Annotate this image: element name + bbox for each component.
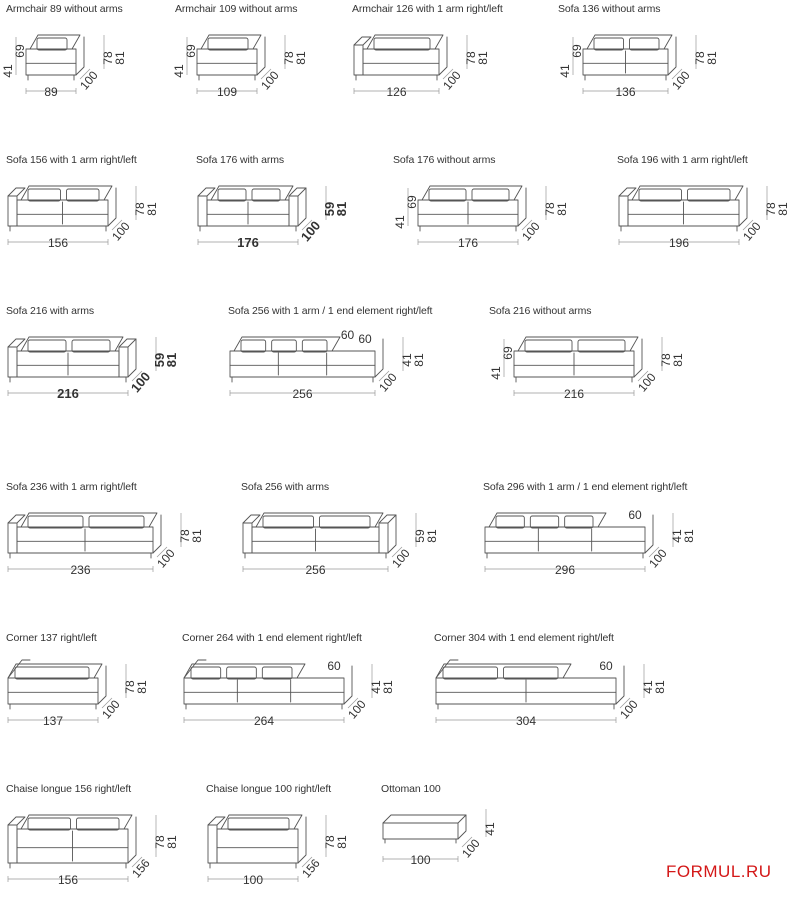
back-cushion (241, 340, 266, 352)
depth-dim-label: 100 (440, 68, 464, 93)
backrest (30, 35, 80, 49)
right-arm (379, 523, 388, 553)
width-dim-label: 256 (305, 563, 326, 577)
left-arm-top (8, 817, 25, 825)
height-dim-label: 81 (294, 51, 308, 65)
back-cushion (429, 189, 466, 201)
side-depth (153, 515, 161, 553)
back-cushion (28, 818, 71, 830)
width-dim-label: 109 (216, 85, 238, 99)
depth-dim-label: 100 (154, 546, 178, 571)
depth-dim-label: 100 (99, 697, 123, 722)
backrest (489, 513, 606, 527)
height-dim-label: 81 (776, 202, 790, 216)
product-title: Sofa 216 with arms (6, 305, 95, 317)
product-title: Sofa 236 with 1 arm right/left (6, 481, 137, 493)
seat (197, 49, 257, 75)
width-dim-label: 304 (515, 714, 537, 728)
product-drawing (483, 487, 723, 617)
side-depth (76, 37, 84, 75)
width-dim-label: 156 (47, 236, 69, 250)
side-depth (375, 339, 383, 377)
height-dim-label: 41 (670, 529, 684, 543)
depth-dim-label: 100 (376, 370, 400, 395)
product-title: Sofa 176 without arms (393, 154, 496, 166)
height-dim-label: 78 (543, 202, 557, 216)
height-dim-label: 78 (693, 51, 707, 65)
back-cushion (530, 516, 558, 528)
left-arm-top (8, 515, 25, 523)
seat (184, 678, 344, 704)
product-drawing (6, 487, 231, 617)
height-dim-label: 78 (282, 51, 296, 65)
back-cushion (28, 189, 61, 201)
depth-dim-label: 100 (617, 697, 641, 722)
height-dim-label: 78 (153, 835, 167, 849)
back-cushion (374, 38, 430, 50)
back-cushion (262, 667, 292, 679)
product-title: Sofa 176 with arms (196, 154, 285, 166)
product-title: Armchair 109 without arms (175, 3, 298, 15)
product-drawing (434, 638, 694, 768)
back-cushion (208, 38, 248, 50)
width-dim-label: 216 (563, 387, 585, 401)
left-arm-top (8, 188, 25, 196)
ottoman-top (383, 815, 466, 823)
depth-dim-label: 100 (109, 219, 133, 244)
width-dim-label: 156 (57, 873, 79, 887)
end-element-label: 60 (599, 659, 613, 673)
depth-dim-label: 100 (389, 546, 413, 571)
back-cushion (28, 516, 83, 528)
back-cushion (594, 38, 624, 50)
side-depth (634, 339, 642, 377)
depth-dim-label: 100 (646, 546, 670, 571)
back-cushion (688, 189, 731, 201)
height-dim-label: 59 (322, 201, 337, 217)
back-cushion (639, 189, 682, 201)
product-title: Ottoman 100 (381, 783, 441, 795)
top-dim-label: 60 (340, 328, 355, 342)
back-cushion (496, 516, 524, 528)
seat-height-label: 41 (489, 366, 503, 380)
side-depth (616, 666, 624, 704)
height-dim-label: 41 (483, 822, 497, 836)
height-dim-label: 78 (464, 51, 478, 65)
side-depth (518, 188, 526, 226)
product-drawing (196, 160, 376, 290)
backrest (221, 815, 302, 829)
side-depth (128, 339, 136, 377)
width-dim-label: 100 (410, 853, 431, 867)
side-depth (344, 666, 352, 704)
left-arm (8, 196, 17, 226)
corner-back (436, 660, 458, 678)
back-cushion (72, 340, 110, 352)
left-arm-top (198, 188, 215, 196)
width-dim-label: 126 (386, 85, 407, 99)
back-cushion (320, 516, 371, 528)
left-arm (8, 523, 17, 553)
end-element-label: 60 (358, 332, 372, 346)
height-dim-label: 81 (705, 51, 719, 65)
seat (363, 49, 439, 75)
back-cushion (630, 38, 660, 50)
width-dim-label: 89 (44, 85, 58, 99)
width-dim-label: 236 (70, 563, 91, 577)
width-dim-label: 100 (242, 873, 264, 887)
back-cushion (504, 667, 559, 679)
seat-height-label: 41 (393, 215, 407, 229)
backrest (367, 35, 443, 49)
left-arm-top (243, 515, 260, 523)
ottoman-body (383, 823, 458, 839)
width-dim-label: 137 (42, 714, 64, 728)
height-dim-label: 81 (165, 835, 179, 849)
back-height-label: 69 (13, 44, 27, 58)
right-arm (119, 347, 128, 377)
side-depth (108, 188, 116, 226)
height-dim-label: 81 (425, 529, 439, 543)
product-drawing (6, 789, 206, 919)
height-dim-label: 81 (653, 680, 667, 694)
product-drawing (6, 638, 176, 768)
product-drawing (381, 789, 536, 919)
product-drawing (172, 9, 315, 139)
height-dim-label: 81 (164, 352, 179, 368)
width-dim-label: 136 (615, 85, 636, 99)
depth-dim-label: 100 (345, 697, 369, 722)
product-title: Armchair 126 with 1 arm right/left (352, 3, 503, 15)
product-title: Sofa 156 with 1 arm right/left (6, 154, 137, 166)
left-arm (198, 196, 207, 226)
side-depth (298, 817, 306, 863)
left-arm (208, 825, 217, 863)
product-drawing (182, 638, 422, 768)
width-dim-label: 176 (457, 236, 479, 250)
depth-dim-label: 156 (299, 856, 323, 881)
product-drawing (228, 311, 453, 441)
height-dim-label: 78 (323, 835, 337, 849)
left-arm-top (619, 188, 636, 196)
height-dim-label: 81 (335, 835, 349, 849)
side-depth (439, 37, 447, 75)
back-cushion (89, 516, 144, 528)
back-cushion (263, 516, 314, 528)
product-title: Armchair 89 without arms (6, 3, 123, 15)
back-cushion (565, 516, 593, 528)
back-cushion (228, 818, 289, 830)
left-arm-top (354, 37, 371, 45)
left-arm-top (8, 339, 25, 347)
depth-dim-label: 100 (740, 219, 764, 244)
depth-dim-label: 100 (459, 836, 483, 861)
product-title: Corner 304 with 1 end element right/left (434, 632, 614, 644)
depth-dim-label: 100 (297, 217, 324, 245)
side-depth (257, 37, 265, 75)
width-dim-label: 196 (668, 236, 690, 250)
back-cushion (227, 667, 257, 679)
product-drawing (393, 160, 573, 290)
width-dim-label: 176 (237, 235, 259, 250)
corner-back (8, 660, 30, 678)
product-title: Sofa 196 with 1 arm right/left (617, 154, 748, 166)
height-dim-label: 81 (190, 529, 204, 543)
end-element-label: 60 (327, 659, 341, 673)
side-depth (645, 515, 653, 553)
product-title: Sofa 136 without arms (558, 3, 661, 15)
side-depth (668, 37, 676, 75)
product-title: Sofa 256 with arms (241, 481, 330, 493)
side-depth (298, 188, 306, 226)
left-arm (243, 523, 252, 553)
right-arm (289, 196, 298, 226)
product-title: Sofa 216 without arms (489, 305, 592, 317)
depth-dim-label: 100 (669, 68, 693, 93)
left-arm (354, 45, 363, 75)
back-cushion (37, 38, 67, 50)
back-cushion (252, 189, 280, 201)
back-cushion (191, 667, 221, 679)
product-title: Corner 137 right/left (6, 632, 97, 644)
height-dim-label: 78 (178, 529, 192, 543)
back-cushion (28, 340, 66, 352)
width-dim-label: 256 (292, 387, 313, 401)
back-cushion (472, 189, 509, 201)
product-title: Sofa 256 with 1 arm / 1 end element right/left (228, 305, 433, 317)
seat (26, 49, 76, 75)
width-dim-label: 264 (253, 714, 275, 728)
height-dim-label: 78 (123, 680, 137, 694)
height-dim-label: 41 (400, 353, 414, 367)
side-depth (98, 666, 106, 704)
seat-height-label: 41 (172, 64, 186, 78)
height-dim-label: 81 (555, 202, 569, 216)
depth-dim-label: 100 (519, 219, 543, 244)
product-drawing (6, 160, 186, 290)
left-arm-top (208, 817, 225, 825)
height-dim-label: 81 (113, 51, 127, 65)
product-drawing (558, 9, 723, 139)
end-element-label: 60 (628, 508, 642, 522)
height-dim-label: 81 (671, 353, 685, 367)
back-cushion (578, 340, 625, 352)
back-height-label: 69 (570, 44, 584, 58)
product-drawing (241, 487, 466, 617)
height-dim-label: 81 (682, 529, 696, 543)
seat (217, 829, 298, 863)
seat-height-label: 41 (558, 64, 572, 78)
back-cushion (67, 189, 100, 201)
height-dim-label: 78 (101, 51, 115, 65)
side-depth (739, 188, 747, 226)
height-dim-label: 78 (659, 353, 673, 367)
seat (230, 351, 375, 377)
width-dim-label: 216 (57, 386, 79, 401)
depth-dim-label: 156 (129, 856, 153, 881)
back-cushion (272, 340, 297, 352)
height-dim-label: 78 (133, 202, 147, 216)
backrest (234, 337, 340, 351)
height-dim-label: 59 (413, 529, 427, 543)
product-drawing (206, 789, 376, 919)
back-cushion (525, 340, 572, 352)
height-dim-label: 59 (152, 352, 167, 368)
product-title: Sofa 296 with 1 arm / 1 end element right/left (483, 481, 688, 493)
product-drawing (352, 9, 517, 139)
depth-dim-label: 100 (127, 368, 154, 396)
depth-dim-label: 100 (635, 370, 659, 395)
product-drawing (489, 311, 689, 441)
watermark: FORMUL.RU (666, 862, 772, 881)
backrest (201, 35, 261, 49)
height-dim-label: 81 (381, 680, 395, 694)
back-height-label: 69 (184, 44, 198, 58)
corner-back (184, 660, 206, 678)
height-dim-label: 81 (334, 201, 349, 217)
height-dim-label: 81 (476, 51, 490, 65)
height-dim-label: 41 (369, 680, 383, 694)
width-dim-label: 296 (554, 563, 576, 577)
backrest (184, 664, 305, 678)
depth-dim-label: 100 (258, 68, 282, 93)
product-title: Chaise longue 156 right/left (6, 783, 132, 795)
height-dim-label: 81 (145, 202, 159, 216)
seat (8, 678, 98, 704)
left-arm (619, 196, 628, 226)
depth-dim-label: 100 (77, 68, 101, 93)
back-cushion (302, 340, 327, 352)
back-cushion (443, 667, 498, 679)
product-title: Corner 264 with 1 end element right/left (182, 632, 362, 644)
side-depth (388, 515, 396, 553)
back-height-label: 69 (405, 195, 419, 209)
seat (485, 527, 645, 553)
product-drawing (6, 311, 206, 441)
height-dim-label: 78 (764, 202, 778, 216)
product-drawing (617, 160, 792, 290)
height-dim-label: 81 (135, 680, 149, 694)
left-arm (8, 347, 17, 377)
back-cushion (218, 189, 246, 201)
seat-height-label: 41 (1, 64, 15, 78)
backrest (8, 664, 102, 678)
side-depth (128, 817, 136, 863)
product-title: Chaise longue 100 right/left (206, 783, 332, 795)
product-drawing (1, 9, 136, 139)
left-arm (8, 825, 17, 863)
back-height-label: 69 (501, 346, 515, 360)
back-cushion (15, 667, 89, 679)
height-dim-label: 41 (641, 680, 655, 694)
back-cushion (77, 818, 120, 830)
height-dim-label: 81 (412, 353, 426, 367)
